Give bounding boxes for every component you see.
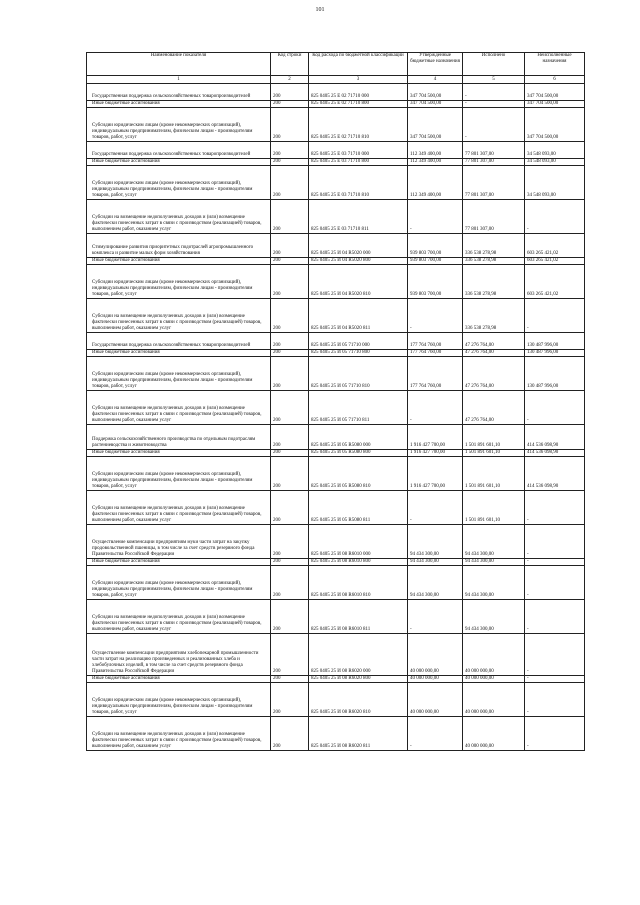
table-row (87, 600, 585, 634)
column-number: 6 (525, 76, 585, 84)
row-executed-cell: 336 538 278,98 (463, 234, 525, 258)
row-classification-cell: 825 0405 25 Е 03 71710 000 (309, 142, 408, 159)
column-number: 5 (463, 76, 525, 84)
row-unexecuted-cell: 347 704 500,00 (525, 101, 585, 108)
row-classification-cell: 825 0405 25 И 08 R6020 000 (309, 634, 408, 676)
row-approved-cell: 939 803 700,00 (408, 265, 463, 299)
row-code-cell: 200 (271, 299, 309, 333)
column-number: 1 (87, 76, 271, 84)
row-approved-cell: 939 803 700,00 (408, 234, 463, 258)
row-code-cell: 200 (271, 425, 309, 450)
row-unexecuted-cell: - (525, 559, 585, 566)
row-approved-cell: 40 000 000,00 (408, 676, 463, 683)
row-unexecuted-cell: 414 536 098,90 (525, 425, 585, 450)
row-name-cell: Иные бюджетные ассигнования (87, 258, 271, 265)
row-name-cell: Субсидии юридическим лицам (кроме некоммерческих организаций), индивидуальным предпринимателям, физическим лицам - производителям товаров, работ, услуг (87, 683, 271, 717)
row-executed-cell: 94 434 300,00 (463, 559, 525, 566)
table-row (87, 566, 585, 600)
row-approved-cell: 1 916 427 700,00 (408, 425, 463, 450)
row-classification-cell: 825 0405 25 И 04 R5020 000 (309, 234, 408, 258)
row-name-cell: Иные бюджетные ассигнования (87, 450, 271, 457)
row-name-cell: Государственная поддержка сельскохозяйственных товаропроизводителей (87, 142, 271, 159)
row-classification-cell: 825 0405 25 И 08 R6010 811 (309, 600, 408, 634)
row-classification-cell: 825 0405 25 И 04 R5020 811 (309, 299, 408, 333)
row-code-cell: 200 (271, 142, 309, 159)
row-name-cell: Иные бюджетные ассигнования (87, 676, 271, 683)
row-unexecuted-cell: - (525, 491, 585, 525)
row-classification-cell: 825 0405 25 Е 02 71710 810 (309, 108, 408, 142)
table-row (87, 200, 585, 234)
row-name-cell: Субсидии на возмещение недополученных доходов и (или) возмещение фактически понесенных затрат в связи с производством (реализацией) товаров, выполнением работ, оказанием услуг (87, 299, 271, 333)
row-classification-cell: 825 0405 25 Е 02 71710 000 (309, 84, 408, 101)
row-executed-cell: 1 501 891 601,10 (463, 491, 525, 525)
row-executed-cell: 94 434 300,00 (463, 566, 525, 600)
row-approved-cell: - (408, 299, 463, 333)
row-name-cell: Субсидии юридическим лицам (кроме некоммерческих организаций), индивидуальным предпринимателям, физическим лицам - производителям товаров, работ, услуг (87, 357, 271, 391)
budget-table (86, 52, 585, 751)
row-name-cell: Субсидии на возмещение недополученных доходов и (или) возмещение фактически понесенных затрат в связи с производством (реализацией) товаров, выполнением работ, оказанием услуг (87, 391, 271, 425)
row-executed-cell: 40 000 000,00 (463, 676, 525, 683)
row-approved-cell: 94 434 300,00 (408, 525, 463, 559)
row-approved-cell: 40 000 000,00 (408, 634, 463, 676)
header-executed: Исполнено (463, 53, 525, 76)
row-code-cell: 200 (271, 101, 309, 108)
row-approved-cell: 112 349 400,00 (408, 166, 463, 200)
row-name-cell: Субсидии юридическим лицам (кроме некоммерческих организаций), индивидуальным предпринимателям, физическим лицам - производителям товаров, работ, услуг (87, 566, 271, 600)
row-unexecuted-cell: 130 487 996,00 (525, 357, 585, 391)
row-classification-cell: 825 0405 25 И 04 R5020 800 (309, 258, 408, 265)
header-name: Наименование показателя (87, 53, 271, 76)
row-executed-cell: 77 801 307,00 (463, 166, 525, 200)
row-executed-cell: 336 538 278,98 (463, 265, 525, 299)
row-classification-cell: 825 0405 25 И 05 71710 000 (309, 333, 408, 350)
row-name-cell: Субсидии юридическим лицам (кроме некоммерческих организаций), индивидуальным предпринимателям, физическим лицам - производителям товаров, работ, услуг (87, 457, 271, 491)
row-approved-cell: 177 764 760,00 (408, 350, 463, 357)
row-name-cell: Иные бюджетные ассигнования (87, 559, 271, 566)
row-code-cell: 200 (271, 457, 309, 491)
row-code-cell: 200 (271, 491, 309, 525)
row-name-cell: Субсидии юридическим лицам (кроме некоммерческих организаций), индивидуальным предпринимателям, физическим лицам - производителям товаров, работ, услуг (87, 166, 271, 200)
table-row (87, 333, 585, 350)
row-unexecuted-cell: - (525, 200, 585, 234)
row-code-cell: 200 (271, 265, 309, 299)
table-row (87, 457, 585, 491)
row-executed-cell: 47 276 764,00 (463, 350, 525, 357)
row-executed-cell: - (463, 84, 525, 101)
table-row (87, 101, 585, 108)
row-approved-cell: - (408, 491, 463, 525)
row-executed-cell: 40 000 000,00 (463, 634, 525, 676)
row-classification-cell: 825 0405 25 И 05 R5080 810 (309, 457, 408, 491)
row-approved-cell: 939 803 700,00 (408, 258, 463, 265)
row-executed-cell: 336 538 278,98 (463, 299, 525, 333)
row-code-cell: 200 (271, 333, 309, 350)
row-classification-cell: 825 0405 25 Е 02 71710 800 (309, 101, 408, 108)
row-executed-cell: 77 801 307,00 (463, 159, 525, 166)
row-approved-cell: 94 434 300,00 (408, 559, 463, 566)
row-approved-cell: 112 349 400,00 (408, 142, 463, 159)
row-approved-cell: 1 916 427 700,00 (408, 450, 463, 457)
table-row (87, 299, 585, 333)
row-executed-cell: 77 801 307,00 (463, 142, 525, 159)
row-executed-cell: 94 434 300,00 (463, 525, 525, 559)
table-row (87, 450, 585, 457)
row-executed-cell: 47 276 764,00 (463, 391, 525, 425)
table-row (87, 258, 585, 265)
header-code: Код строки (271, 53, 309, 76)
table-row (87, 425, 585, 450)
header-approved: Утвержденные бюджетные назначения (408, 53, 463, 76)
row-approved-cell: 40 000 000,00 (408, 683, 463, 717)
row-classification-cell: 825 0405 25 И 05 R5080 000 (309, 425, 408, 450)
row-executed-cell: 94 434 300,00 (463, 600, 525, 634)
row-code-cell: 200 (271, 559, 309, 566)
row-classification-cell: 825 0405 25 И 05 71710 800 (309, 350, 408, 357)
row-unexecuted-cell: - (525, 676, 585, 683)
row-classification-cell: 825 0405 25 И 05 71710 810 (309, 357, 408, 391)
row-code-cell: 200 (271, 159, 309, 166)
row-code-cell: 200 (271, 108, 309, 142)
table-row (87, 166, 585, 200)
row-code-cell: 200 (271, 683, 309, 717)
table-row (87, 84, 585, 101)
row-name-cell: Стимулирование развития приоритетных подотраслей агропромышленного комплекса и развитие малых форм хозяйствования (87, 234, 271, 258)
row-name-cell: Субсидии на возмещение недополученных доходов и (или) возмещение фактически понесенных затрат в связи с производством (реализацией) товаров, выполнением работ, оказанием услуг (87, 717, 271, 751)
column-number-row (87, 76, 585, 84)
row-unexecuted-cell: - (525, 717, 585, 751)
table-row (87, 234, 585, 258)
row-executed-cell: - (463, 101, 525, 108)
row-code-cell: 200 (271, 566, 309, 600)
row-name-cell: Осуществление компенсации предприятиям хлебопекарной промышленности части затрат на реализацию произведенных и реализованных хлеба и хлебобулочных изделий, в том числе за счет средств резервного фонда Правительства Российской Федерации (87, 634, 271, 676)
row-code-cell: 200 (271, 234, 309, 258)
row-approved-cell: 94 434 300,00 (408, 566, 463, 600)
row-classification-cell: 825 0405 25 И 08 R6020 811 (309, 717, 408, 751)
row-unexecuted-cell: - (525, 299, 585, 333)
page-number: 101 (315, 7, 325, 13)
row-unexecuted-cell: 34 548 093,00 (525, 159, 585, 166)
row-code-cell: 200 (271, 166, 309, 200)
table-row (87, 159, 585, 166)
table-body (87, 84, 585, 751)
row-code-cell: 200 (271, 450, 309, 457)
column-number: 3 (309, 76, 408, 84)
row-approved-cell: 347 704 500,00 (408, 84, 463, 101)
row-code-cell: 200 (271, 84, 309, 101)
row-code-cell: 200 (271, 717, 309, 751)
table-row (87, 634, 585, 676)
table-row (87, 350, 585, 357)
row-name-cell: Иные бюджетные ассигнования (87, 101, 271, 108)
row-approved-cell: 177 764 760,00 (408, 333, 463, 350)
row-classification-cell: 825 0405 25 И 08 R6010 000 (309, 525, 408, 559)
row-unexecuted-cell: - (525, 525, 585, 559)
row-unexecuted-cell: 347 704 500,00 (525, 108, 585, 142)
row-classification-cell: 825 0405 25 Е 03 71710 811 (309, 200, 408, 234)
row-name-cell: Иные бюджетные ассигнования (87, 159, 271, 166)
table-row (87, 525, 585, 559)
row-approved-cell: - (408, 391, 463, 425)
row-unexecuted-cell: 347 704 500,00 (525, 84, 585, 101)
row-unexecuted-cell: - (525, 391, 585, 425)
row-classification-cell: 825 0405 25 Е 03 71710 810 (309, 166, 408, 200)
row-unexecuted-cell: - (525, 634, 585, 676)
row-unexecuted-cell: - (525, 683, 585, 717)
table-row (87, 357, 585, 391)
row-unexecuted-cell: 414 536 098,90 (525, 450, 585, 457)
row-approved-cell: 347 704 500,00 (408, 108, 463, 142)
row-unexecuted-cell: - (525, 566, 585, 600)
row-executed-cell: 1 501 891 601,10 (463, 450, 525, 457)
row-unexecuted-cell: 34 548 093,00 (525, 166, 585, 200)
row-classification-cell: 825 0405 25 И 08 R6020 800 (309, 676, 408, 683)
table-row (87, 265, 585, 299)
row-classification-cell: 825 0405 25 И 08 R6010 800 (309, 559, 408, 566)
row-unexecuted-cell: 603 265 421,02 (525, 265, 585, 299)
row-classification-cell: 825 0405 25 И 08 R6020 810 (309, 683, 408, 717)
row-executed-cell: 40 000 000,00 (463, 717, 525, 751)
row-name-cell: Субсидии юридическим лицам (кроме некоммерческих организаций), индивидуальным предпринимателям, физическим лицам - производителям товаров, работ, услуг (87, 265, 271, 299)
row-approved-cell: 347 704 500,00 (408, 101, 463, 108)
row-executed-cell: - (463, 108, 525, 142)
row-code-cell: 200 (271, 525, 309, 559)
row-name-cell: Иные бюджетные ассигнования (87, 350, 271, 357)
row-executed-cell: 1 501 891 601,10 (463, 457, 525, 491)
row-code-cell: 200 (271, 357, 309, 391)
row-classification-cell: 825 0405 25 И 05 R5080 800 (309, 450, 408, 457)
row-code-cell: 200 (271, 634, 309, 676)
row-name-cell: Поддержка сельскохозяйственного производства по отдельным подотраслям растениеводства и животноводства (87, 425, 271, 450)
row-classification-cell: 825 0405 25 Е 03 71710 800 (309, 159, 408, 166)
row-classification-cell: 825 0405 25 И 05 71710 811 (309, 391, 408, 425)
row-code-cell: 200 (271, 391, 309, 425)
row-classification-cell: 825 0405 25 И 05 R5080 811 (309, 491, 408, 525)
row-approved-cell: - (408, 200, 463, 234)
row-unexecuted-cell: 130 487 996,00 (525, 333, 585, 350)
row-unexecuted-cell: 603 265 421,02 (525, 258, 585, 265)
row-approved-cell: 1 916 427 700,00 (408, 457, 463, 491)
table-row (87, 142, 585, 159)
row-code-cell: 200 (271, 258, 309, 265)
row-classification-cell: 825 0405 25 И 04 R5020 810 (309, 265, 408, 299)
row-unexecuted-cell: - (525, 600, 585, 634)
row-name-cell: Субсидии на возмещение недополученных доходов и (или) возмещение фактически понесенных затрат в связи с производством (реализацией) товаров, выполнением работ, оказанием услуг (87, 200, 271, 234)
row-code-cell: 200 (271, 676, 309, 683)
row-name-cell: Субсидии юридическим лицам (кроме некоммерческих организаций), индивидуальным предпринимателям, физическим лицам - производителям товаров, работ, услуг (87, 108, 271, 142)
row-approved-cell: - (408, 600, 463, 634)
row-executed-cell: 40 000 000,00 (463, 683, 525, 717)
row-name-cell: Государственная поддержка сельскохозяйственных товаропроизводителей (87, 84, 271, 101)
row-code-cell: 200 (271, 200, 309, 234)
row-approved-cell: 177 764 760,00 (408, 357, 463, 391)
table-row (87, 683, 585, 717)
row-code-cell: 200 (271, 350, 309, 357)
column-number: 4 (408, 76, 463, 84)
table-row (87, 108, 585, 142)
row-name-cell: Государственная поддержка сельскохозяйственных товаропроизводителей (87, 333, 271, 350)
header-classification: Код расхода по бюджетной классификации (309, 53, 408, 76)
row-unexecuted-cell: 603 265 421,02 (525, 234, 585, 258)
row-unexecuted-cell: 34 548 093,00 (525, 142, 585, 159)
table-row (87, 559, 585, 566)
row-code-cell: 200 (271, 600, 309, 634)
row-name-cell: Осуществление компенсации предприятиям муки части затрат на закупку продовольственной пшеницы, в том числе за счет средств резервного фонда Правительства Российской Федерации (87, 525, 271, 559)
table-row (87, 491, 585, 525)
row-approved-cell: - (408, 717, 463, 751)
row-name-cell: Субсидии на возмещение недополученных доходов и (или) возмещение фактически понесенных затрат в связи с производством (реализацией) товаров, выполнением работ, оказанием услуг (87, 600, 271, 634)
row-approved-cell: 112 349 400,00 (408, 159, 463, 166)
row-executed-cell: 336 538 278,98 (463, 258, 525, 265)
row-name-cell: Субсидии на возмещение недополученных доходов и (или) возмещение фактически понесенных затрат в связи с производством (реализацией) товаров, выполнением работ, оказанием услуг (87, 491, 271, 525)
row-executed-cell: 77 801 307,00 (463, 200, 525, 234)
row-executed-cell: 47 276 764,00 (463, 357, 525, 391)
row-classification-cell: 825 0405 25 И 08 R6010 810 (309, 566, 408, 600)
row-executed-cell: 47 276 764,00 (463, 333, 525, 350)
header-row (87, 53, 585, 76)
row-unexecuted-cell: 130 487 996,00 (525, 350, 585, 357)
table-row (87, 676, 585, 683)
table-row (87, 717, 585, 751)
header-unexecuted: Неисполненные назначения (525, 53, 585, 76)
table-row (87, 391, 585, 425)
row-executed-cell: 1 501 891 601,10 (463, 425, 525, 450)
column-number: 2 (271, 76, 309, 84)
row-unexecuted-cell: 414 536 098,90 (525, 457, 585, 491)
